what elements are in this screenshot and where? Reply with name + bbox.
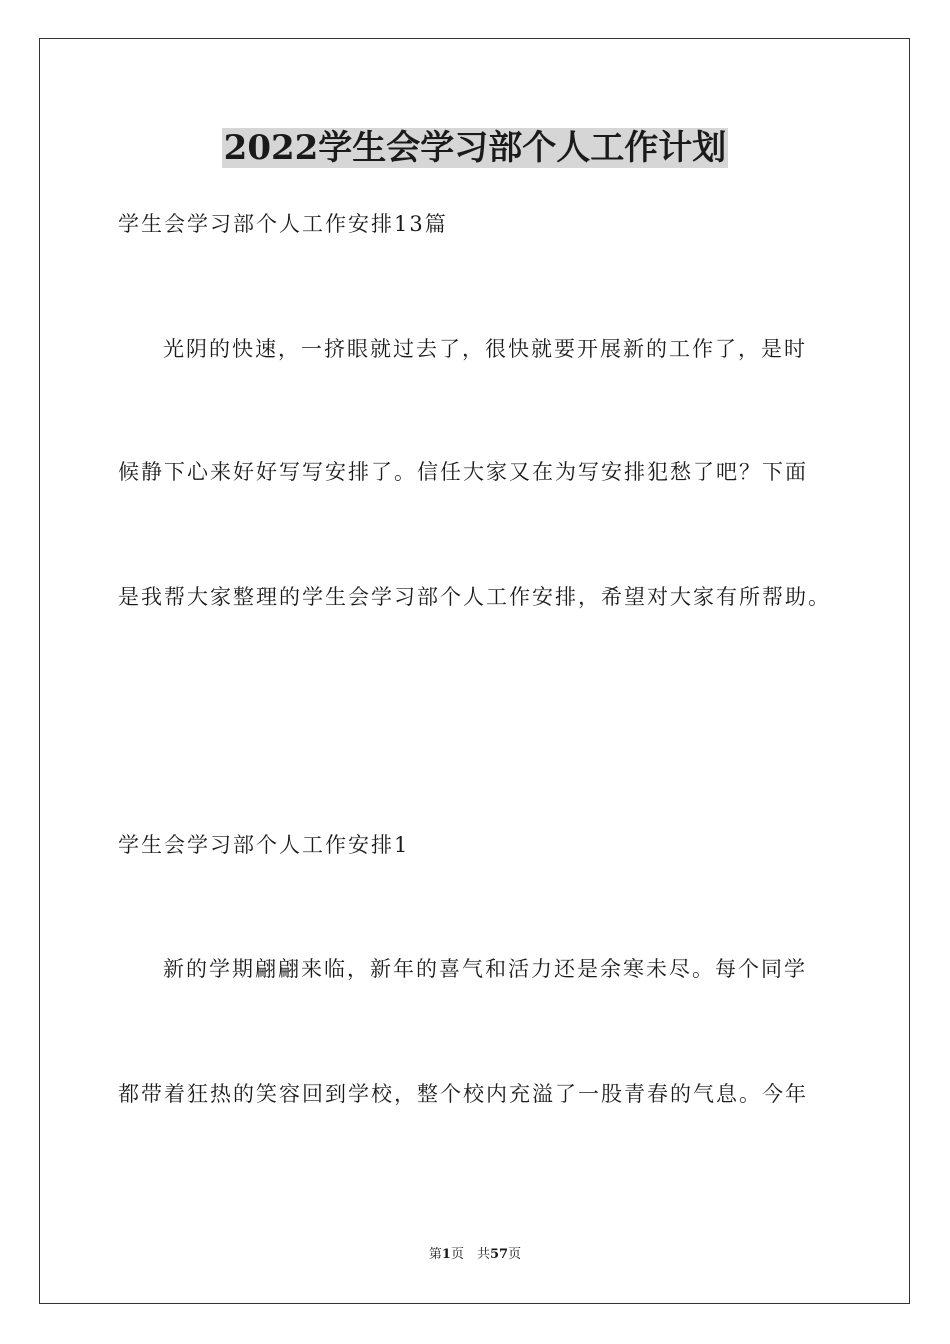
section-heading: 学生会学习部个人工作安排1 [118, 833, 410, 857]
intro-line-1: 光阴的快速，一挤眼就过去了，很快就要开展新的工作了，是时 [163, 337, 807, 361]
current-page-number: 1 [441, 1247, 451, 1262]
document-subtitle: 学生会学习部个人工作安排13篇 [118, 212, 448, 236]
total-page-count: 57 [489, 1247, 509, 1262]
intro-line-2: 候静下心来好好写写安排了。信任大家又在为写安排犯愁了吧？下面 [118, 460, 808, 484]
page-footer: 第1页 共57页 [428, 1247, 522, 1262]
section-body-line-2: 都带着狂热的笑容回到学校，整个校内充溢了一股青春的气息。今年 [118, 1082, 808, 1106]
intro-line-3: 是我帮大家整理的学生会学习部个人工作安排，希望对大家有所帮助。 [118, 585, 831, 609]
section-body-line-1: 新的学期翩翩来临，新年的喜气和活力还是余寒未尽。每个同学 [163, 957, 807, 981]
document-title: 2022学生会学习部个人工作计划 [223, 128, 727, 168]
